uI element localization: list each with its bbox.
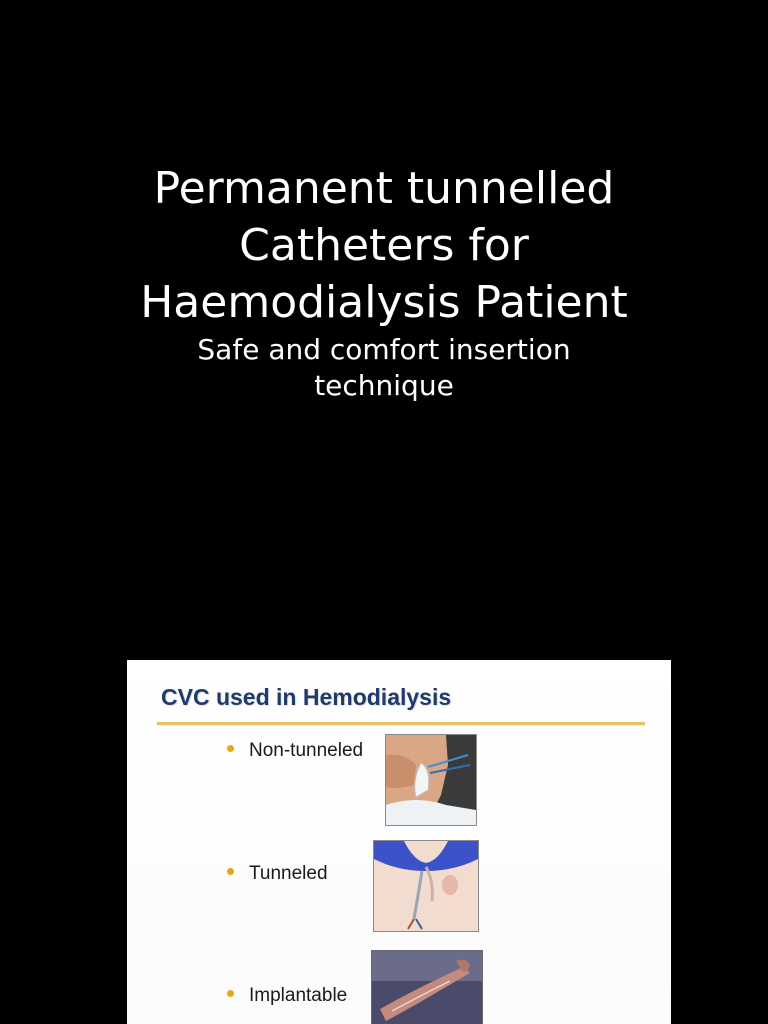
- slide-title-line: Catheters for: [239, 220, 529, 271]
- slide-subtitle: [0, 332, 768, 404]
- arm-port-illustration: [371, 950, 483, 1024]
- heading-divider: [157, 722, 645, 725]
- slide-title-line: Haemodialysis Patient: [140, 277, 628, 328]
- list-item-label: Tunneled: [249, 863, 328, 884]
- chest-catheter-illustration: [373, 840, 479, 932]
- arm-port-image: [372, 951, 482, 1024]
- list-item-label: Implantable: [249, 985, 348, 1006]
- slide-subtitle-line: technique: [314, 369, 454, 402]
- slide-title-line: Permanent tunnelled: [153, 163, 615, 214]
- list-item-label: Non-tunneled: [249, 740, 364, 761]
- bullet-icon: [227, 990, 234, 997]
- list-item-implantable: [227, 985, 347, 1007]
- list-item-non-tunneled: [227, 740, 363, 762]
- neck-catheter-image: [386, 735, 476, 825]
- embedded-slide-image: [127, 660, 671, 1024]
- neck-catheter-photo: [385, 734, 477, 826]
- chest-catheter-image: [374, 841, 478, 931]
- bullet-icon: [227, 745, 234, 752]
- bullet-icon: [227, 868, 234, 875]
- slide-title: [0, 160, 768, 331]
- panel-heading: CVC used in Hemodialysis: [161, 684, 452, 710]
- slide-subtitle-line: Safe and comfort insertion: [197, 333, 571, 366]
- list-item-tunneled: [227, 863, 328, 885]
